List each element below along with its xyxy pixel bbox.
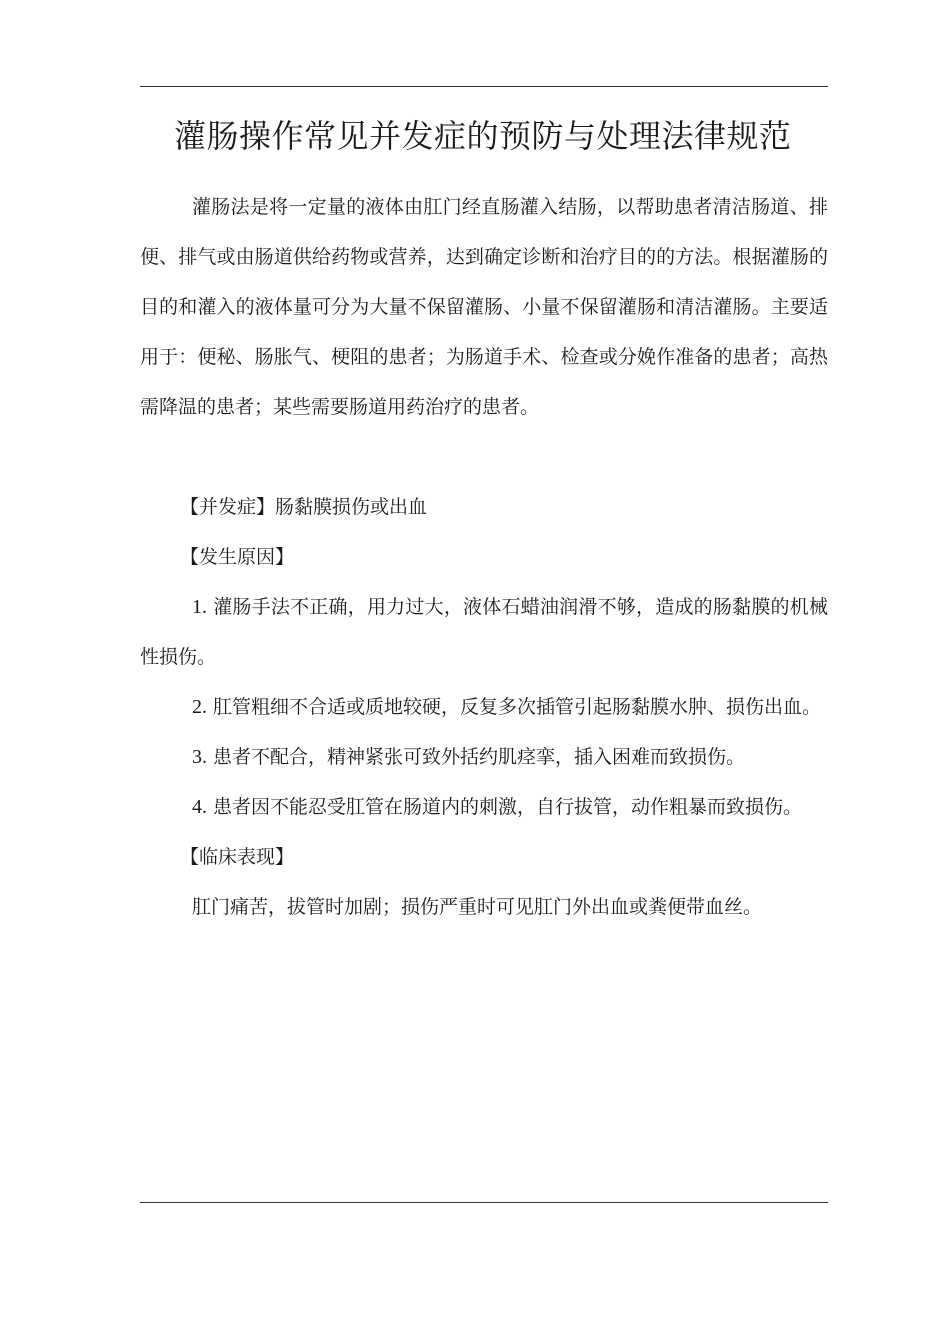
- footer-rule: [140, 1202, 828, 1203]
- cause-number: 3.: [192, 746, 207, 768]
- cause-item-2: [140, 682, 828, 732]
- cause-number: 2.: [192, 696, 207, 718]
- complication-heading: 【并发症】肠黏膜损伤或出血: [180, 496, 428, 518]
- cause-item-1: [140, 582, 828, 682]
- cause-heading: 【发生原因】: [180, 546, 295, 568]
- clinical-paragraph: 肛门痛苦，拔管时加剧；损伤严重时可见肛门外出血或粪便带血丝。: [192, 896, 763, 918]
- cause-number: 1.: [192, 596, 207, 618]
- cause-item-3: [140, 732, 828, 782]
- cause-text: 肛管粗细不合适或质地较硬，反复多次插管引起肠黏膜水肿、损伤出血。: [213, 696, 822, 718]
- cause-item-4: [140, 782, 828, 832]
- cause-text: 患者因不能忍受肛管在肠道内的刺激，自行拔管，动作粗暴而致损伤。: [213, 796, 803, 818]
- cause-text: 患者不配合，精神紧张可致外括约肌痉挛，插入困难而致损伤。: [213, 746, 746, 768]
- section-spacer: [140, 432, 828, 482]
- document-title: 灌肠操作常见并发症的预防与处理法律规范: [174, 117, 792, 155]
- cause-text: 灌肠手法不正确，用力过大，液体石蜡油润滑不够，造成的肠黏膜的机械性损伤。: [140, 596, 828, 668]
- document-body: [140, 116, 828, 932]
- cause-number: 4.: [192, 796, 207, 818]
- clinical-heading: 【临床表现】: [180, 846, 295, 868]
- intro-paragraph: 灌肠法是将一定量的液体由肛门经直肠灌入结肠，以帮助患者清洁肠道、排便、排气或由肠道供给药物或营养，达到确定诊断和治疗目的的方法。根据灌肠的目的和灌入的液体量可分为大量不保留灌肠、小量不保留灌肠和清洁灌肠。主要适用于：便秘、肠胀气、梗阻的患者；为肠道手术、检查或分娩作准备的患者；高热需降温的患者；某些需要肠道用药治疗的患者。: [140, 196, 828, 418]
- header-rule: [140, 86, 828, 87]
